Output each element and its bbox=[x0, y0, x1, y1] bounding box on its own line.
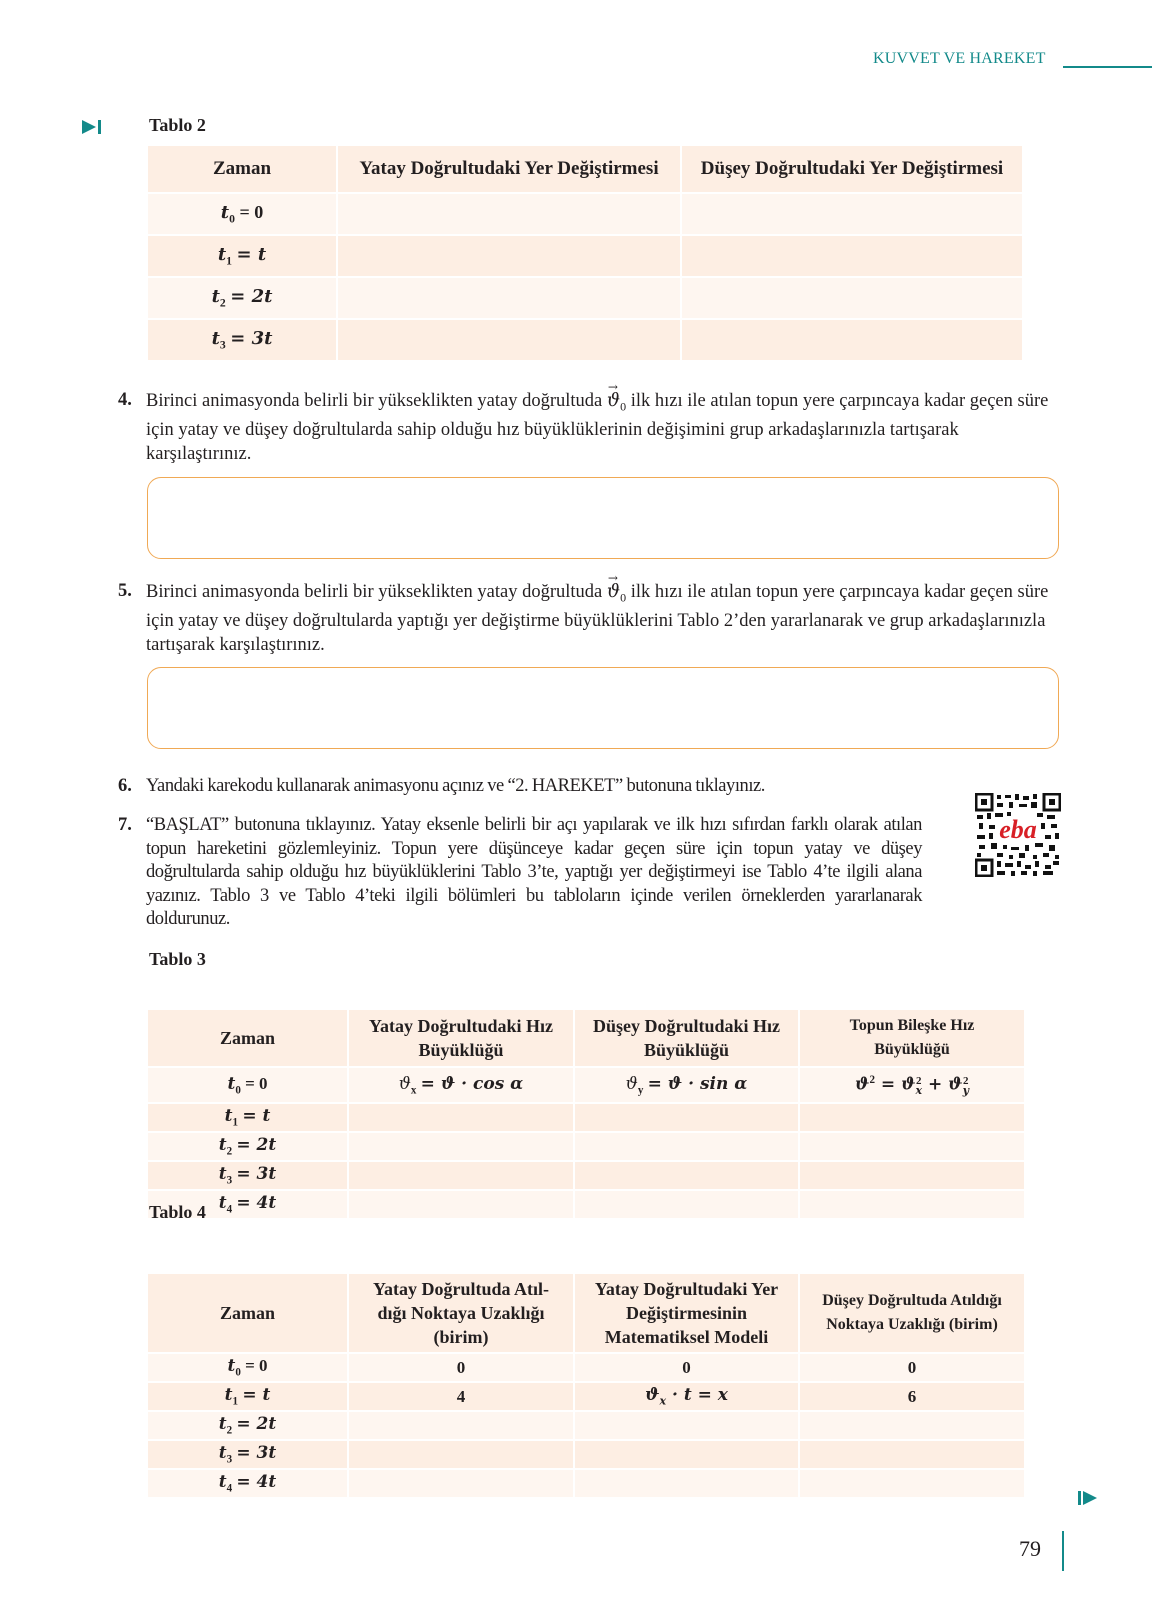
answer-cell[interactable] bbox=[575, 1441, 798, 1468]
header-rule bbox=[1063, 66, 1152, 68]
time-cell: $t_0 = 0$ bbox=[148, 194, 336, 234]
tablo2-table bbox=[146, 144, 1024, 362]
header-dusey-uzaklik: Düşey Doğrultuda Atıldığı Noktaya Uzaklığı (birim) bbox=[800, 1274, 1024, 1352]
table-row bbox=[148, 278, 1022, 318]
answer-cell[interactable] bbox=[349, 1133, 573, 1160]
skip-start-icon[interactable] bbox=[82, 118, 104, 136]
answer-box-5[interactable] bbox=[147, 667, 1059, 749]
table-row bbox=[148, 1412, 1024, 1439]
answer-cell[interactable] bbox=[800, 1412, 1024, 1439]
page-number: 79 bbox=[1019, 1536, 1041, 1561]
header-matematiksel-model: Yatay Doğrultudaki Yer Değiştirmesinin Matematiksel Modeli bbox=[575, 1274, 798, 1352]
table-row bbox=[148, 1470, 1024, 1497]
velocity-vector-symbol: → $ϑ_0$ bbox=[606, 571, 627, 605]
page-number-rule bbox=[1062, 1531, 1064, 1571]
question-number: 7. bbox=[118, 815, 132, 835]
time-cell: $t_1 = t$ bbox=[148, 1104, 347, 1131]
tablo4-table bbox=[146, 1272, 1026, 1499]
table-header-row bbox=[148, 1010, 1024, 1066]
answer-cell[interactable] bbox=[682, 278, 1022, 318]
answer-cell[interactable] bbox=[349, 1162, 573, 1189]
answer-cell[interactable] bbox=[800, 1191, 1024, 1218]
table-row bbox=[148, 1441, 1024, 1468]
header-yatay-yer-degistirme: Yatay Doğrultudaki Yer Değiştirmesi bbox=[338, 146, 680, 192]
tablo4-caption: Tablo 4 bbox=[149, 1202, 206, 1222]
answer-cell[interactable] bbox=[800, 1104, 1024, 1131]
time-cell: $t_3 = 3t$ bbox=[148, 1162, 347, 1189]
table-row bbox=[148, 1162, 1024, 1189]
eba-logo-text: eba bbox=[999, 815, 1037, 844]
header-zaman: Zaman bbox=[148, 1274, 347, 1352]
running-head-title: KUVVET VE HAREKET bbox=[873, 50, 1046, 67]
table-row bbox=[148, 236, 1022, 276]
question-number: 4. bbox=[118, 390, 132, 410]
header-zaman: Zaman bbox=[148, 146, 336, 192]
question-number: 5. bbox=[118, 581, 132, 601]
time-cell: $t_4 = 4t$ bbox=[148, 1191, 347, 1218]
header-zaman: Zaman bbox=[148, 1010, 347, 1066]
dusey-uzaklik-cell: 6 bbox=[800, 1383, 1024, 1410]
answer-cell[interactable] bbox=[349, 1441, 573, 1468]
yatay-uzaklik-cell: 4 bbox=[349, 1383, 573, 1410]
answer-cell[interactable] bbox=[575, 1104, 798, 1131]
answer-cell[interactable] bbox=[575, 1133, 798, 1160]
table-row bbox=[148, 1133, 1024, 1160]
question-number: 6. bbox=[118, 776, 132, 796]
time-cell: $t_4 = 4t$ bbox=[148, 1470, 347, 1497]
vx-formula-cell: $ϑ_x = ϑ \cdot \cos \alpha$ bbox=[349, 1068, 573, 1102]
answer-cell[interactable] bbox=[575, 1191, 798, 1218]
question-7 bbox=[118, 814, 922, 932]
answer-cell[interactable] bbox=[682, 194, 1022, 234]
question-text: Birinci animasyonda belirli bir yükseklikten yatay doğrultuda → $ϑ_0$ ilk hızı ile atılan topun yere çarpıncaya kadar geçen süre için yatay ve düşey doğrultularda yaptığı yer değiştirme büyüklüklerini Tablo 2’den yararlanarak ve grup arkadaşlarınızla tartışarak karşılaştırınız. bbox=[146, 571, 1049, 655]
answer-cell[interactable] bbox=[338, 236, 680, 276]
question-text: Birinci animasyonda belirli bir yükseklikten yatay doğrultuda → $ϑ_0$ ilk hızı ile atılan topun yere çarpıncaya kadar geçen süre için yatay ve düşey doğrultularda sahip olduğu hız büyüklüklerinin değişimini grup arkadaşlarınızla tartışarak karşılaştırınız. bbox=[146, 380, 1049, 464]
time-cell: $t_2 = 2t$ bbox=[148, 1133, 347, 1160]
header-bileske-hiz: Topun Bileşke Hız Büyüklüğü bbox=[800, 1010, 1024, 1066]
time-cell: $t_3 = 3t$ bbox=[148, 320, 336, 360]
yatay-uzaklik-cell: 0 bbox=[349, 1354, 573, 1381]
question-text: Yandaki karekodu kullanarak animasyonu açınız ve “2. HAREKET” butonuna tıklayınız. bbox=[146, 776, 765, 796]
time-cell: $t_2 = 2t$ bbox=[148, 278, 336, 318]
table-row bbox=[148, 194, 1022, 234]
answer-box-4[interactable] bbox=[147, 477, 1059, 559]
tablo2-caption: Tablo 2 bbox=[149, 115, 206, 135]
answer-cell[interactable] bbox=[682, 236, 1022, 276]
table-row bbox=[148, 1068, 1024, 1102]
answer-cell[interactable] bbox=[575, 1162, 798, 1189]
vy-formula-cell: $ϑ_y = ϑ \cdot \sin \alpha$ bbox=[575, 1068, 798, 1102]
model-cell: 0 bbox=[575, 1354, 798, 1381]
time-cell: $t_1 = t$ bbox=[148, 1383, 347, 1410]
answer-cell[interactable] bbox=[349, 1191, 573, 1218]
answer-cell[interactable] bbox=[682, 320, 1022, 360]
table-row bbox=[148, 1354, 1024, 1381]
velocity-vector-symbol: → $ϑ_0$ bbox=[606, 380, 627, 414]
qr-code-icon[interactable] bbox=[975, 793, 1061, 877]
header-dusey-hiz: Düşey Doğrultudaki Hız Büyüklüğü bbox=[575, 1010, 798, 1066]
header-yatay-hiz: Yatay Doğrultudaki Hız Büyüklüğü bbox=[349, 1010, 573, 1066]
answer-cell[interactable] bbox=[800, 1441, 1024, 1468]
question-6 bbox=[118, 775, 948, 799]
table-header-row bbox=[148, 1274, 1024, 1352]
v-resultant-formula-cell: $ϑ^2 = ϑ$ 2 x + ϑ 2 y bbox=[800, 1068, 1024, 1102]
answer-cell[interactable] bbox=[349, 1104, 573, 1131]
time-cell: $t_2 = 2t$ bbox=[148, 1412, 347, 1439]
header-yatay-uzaklik: Yatay Doğrultuda Atıl- dığı Noktaya Uzaklığı (birim) bbox=[349, 1274, 573, 1352]
answer-cell[interactable] bbox=[575, 1412, 798, 1439]
table-row bbox=[148, 1191, 1024, 1218]
answer-cell[interactable] bbox=[800, 1133, 1024, 1160]
model-cell: $ϑ_x \cdot t = x$ bbox=[575, 1383, 798, 1410]
skip-next-icon[interactable] bbox=[1078, 1489, 1100, 1507]
table-row bbox=[148, 1104, 1024, 1131]
answer-cell[interactable] bbox=[338, 320, 680, 360]
table-row bbox=[148, 1383, 1024, 1410]
answer-cell[interactable] bbox=[349, 1412, 573, 1439]
answer-cell[interactable] bbox=[800, 1162, 1024, 1189]
time-cell: $t_3 = 3t$ bbox=[148, 1441, 347, 1468]
question-4 bbox=[118, 380, 1053, 466]
tablo3-caption: Tablo 3 bbox=[149, 949, 206, 969]
table-row bbox=[148, 320, 1022, 360]
answer-cell[interactable] bbox=[338, 278, 680, 318]
table-header-row bbox=[148, 146, 1022, 192]
header-dusey-yer-degistirme: Düşey Doğrultudaki Yer Değiştirmesi bbox=[682, 146, 1022, 192]
time-cell: $t_1 = t$ bbox=[148, 236, 336, 276]
answer-cell[interactable] bbox=[800, 1470, 1024, 1497]
question-5 bbox=[118, 571, 1053, 657]
time-cell: $t_0 = 0$ bbox=[148, 1068, 347, 1102]
tablo3-table bbox=[146, 1008, 1026, 1220]
dusey-uzaklik-cell: 0 bbox=[800, 1354, 1024, 1381]
time-cell: $t_0 = 0$ bbox=[148, 1354, 347, 1381]
question-text: “BAŞLAT” butonuna tıklayınız. Yatay eksenle belirli bir açı yapılarak ve ilk hızı sıfırdan farklı olarak atılan topun hareketini gözlemleyiniz. Topun yere düşünceye kadar geçen süre için topun yatay ve düşey doğrultularda sahip olduğu hız büyüklüklerini Tablo 3’te, yaptığı yer değiştirmeyi ise Tablo 4’te ilgili alana yazınız. Tablo 3 ve Tablo 4’teki ilgili bölümleri bu tabloların içinde verilen örneklerden yararlanarak doldurunuz. bbox=[146, 815, 922, 929]
answer-cell[interactable] bbox=[575, 1470, 798, 1497]
answer-cell[interactable] bbox=[338, 194, 680, 234]
answer-cell[interactable] bbox=[349, 1470, 573, 1497]
